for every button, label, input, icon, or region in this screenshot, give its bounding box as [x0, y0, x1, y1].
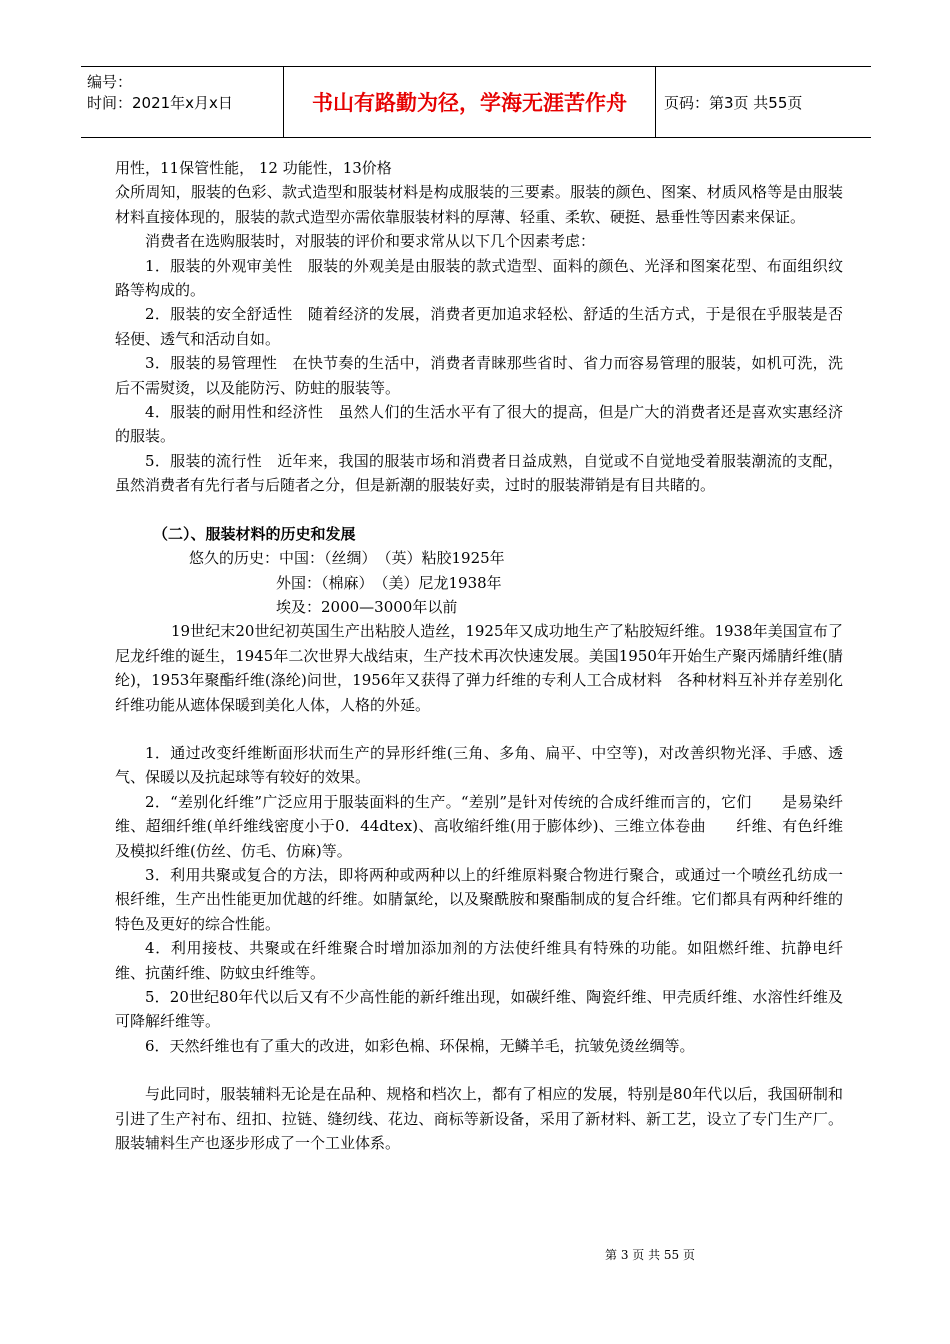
list-item: 4．利用接枝、共聚或在纤维聚合时增加添加剂的方法使纤维具有特殊的功能。如阻燃纤维、抗静电纤维、抗菌纤维、防蚊虫纤维等。 [115, 939, 843, 982]
list-item: 1．服装的外观审美性 服装的外观美是由服装的款式造型、面料的颜色、光泽和图案花型、布面组织纹路等构成的。 [115, 256, 843, 300]
paragraph: 19世纪末20世纪初英国生产出粘胶人造丝，1925年又成功地生产了粘胶短纤维。1938年美国宣布了尼龙纤维的诞生，1945年二次世界大战结束，生产技术再次快速发展。美国1950年开始生产聚丙烯腈纤维(腈纶)，1953年聚酯纤维(涤纶)问世，1956年又获得了弹力纤维的专利人工合成材料 各种材料互补并存差别化纤维功能从遮体保暖到美化人体，人格的外延。 [115, 622, 843, 714]
list-item: 2．服装的安全舒适性 随着经济的发展，消费者更加追求轻松、舒适的生活方式，于是很在乎服装是否轻便、透气和活动自如。 [115, 305, 843, 348]
history-line: 外国：（棉麻） （美）尼龙1938年 [276, 573, 502, 592]
doc-date-label: 时间：2021年x月x日 [87, 94, 233, 112]
list-item: 3．服装的易管理性 在快节奏的生活中，消费者青睐那些省时、省力而容易管理的服装，如机可洗，洗后不需熨烫，以及能防污、防蛀的服装等。 [115, 354, 843, 397]
paragraph: 用性，11保管性能， 12 功能性，13价格 [115, 159, 392, 177]
section-heading: （二）、服装材料的历史和发展 [153, 524, 356, 543]
list-item: 1．通过改变纤维断面形状而生产的异形纤维(三角、多角、扁平、中空等)，对改善织物光泽、手感、透气、保暖以及抗起球等有较好的效果。 [115, 743, 843, 787]
history-line: 埃及：2000—3000年以前 [276, 597, 458, 616]
footer-page-number: 第 3 页 共 55 页 [605, 1248, 695, 1262]
list-item: 5．服装的流行性 近年来，我国的服装市场和消费者日益成熟，自觉或不自觉地受着服装潮流的支配，虽然消费者有先行者与后随者之分，但是新潮的服装好卖，过时的服装滞销是有目共睹的。 [115, 451, 843, 495]
list-item: 6．天然纤维也有了重大的改进，如彩色棉、环保棉，无鳞羊毛，抗皱免烫丝绸等。 [145, 1036, 695, 1055]
header-page-label: 页码：第3页 共55页 [664, 93, 803, 112]
list-item: 3．利用共聚或复合的方法，即将两种或两种以上的纤维原料聚合物进行聚合，或通过一个喷丝孔纺成一根纤维，生产出性能更加优越的纤维。如腈氯纶，以及聚酰胺和聚酯制成的复合纤维。它们都具有两种纤维的特色及更好的综合性能。 [115, 865, 843, 933]
paragraph: 消费者在选购服装时，对服装的评价和要求常从以下几个因素考虑： [145, 232, 596, 251]
header-motto: 书山有路勤为径，学海无涯苦作舟 [283, 67, 656, 137]
history-line: 悠久的历史：中国：（丝绸） （英）粘胶1925年 [189, 549, 505, 568]
page-footer [0, 1246, 950, 1263]
list-item: 4．服装的耐用性和经济性 虽然人们的生活水平有了很大的提高，但是广大的消费者还是喜欢实惠经济的服装。 [115, 403, 843, 446]
page-header [81, 66, 871, 138]
document-body [115, 156, 843, 1155]
list-item: 5．20世纪80年代以后又有不少高性能的新纤维出现，如碳纤维、陶瓷纤维、甲壳质纤维、水溶性纤维及可降解纤维等。 [115, 988, 843, 1031]
paragraph: 与此同时，服装辅料无论是在品种、规格和档次上，都有了相应的发展，特别是80年代以后，我国研制和引进了生产衬布、纽扣、拉链、缝纫线、花边、商标等新设备，采用了新材料、新工艺，设立了专门生产厂。服装辅料生产也逐步形成了一个工业体系。 [115, 1085, 843, 1153]
header-meta [81, 67, 283, 137]
doc-number-label: 编号： [87, 73, 133, 91]
list-item: 2．“差别化纤维”广泛应用于服装面料的生产。“差别”是针对传统的合成纤维而言的，它们 是易染纤维、超细纤维(单纤维线密度小于0．44dtex)、高收缩纤维(用于膨体纱)、三维立体卷曲 纤维、有色纤维及模拟纤维(仿丝、仿毛、仿麻)等。 [115, 792, 843, 860]
paragraph: 众所周知，服装的色彩、款式造型和服装材料是构成服装的三要素。服装的颜色、图案、材质风格等是由服装材料直接体现的，服装的款式造型亦需依靠服装材料的厚薄、轻重、柔软、硬挺、悬垂性等因素来保证。 [115, 183, 843, 226]
